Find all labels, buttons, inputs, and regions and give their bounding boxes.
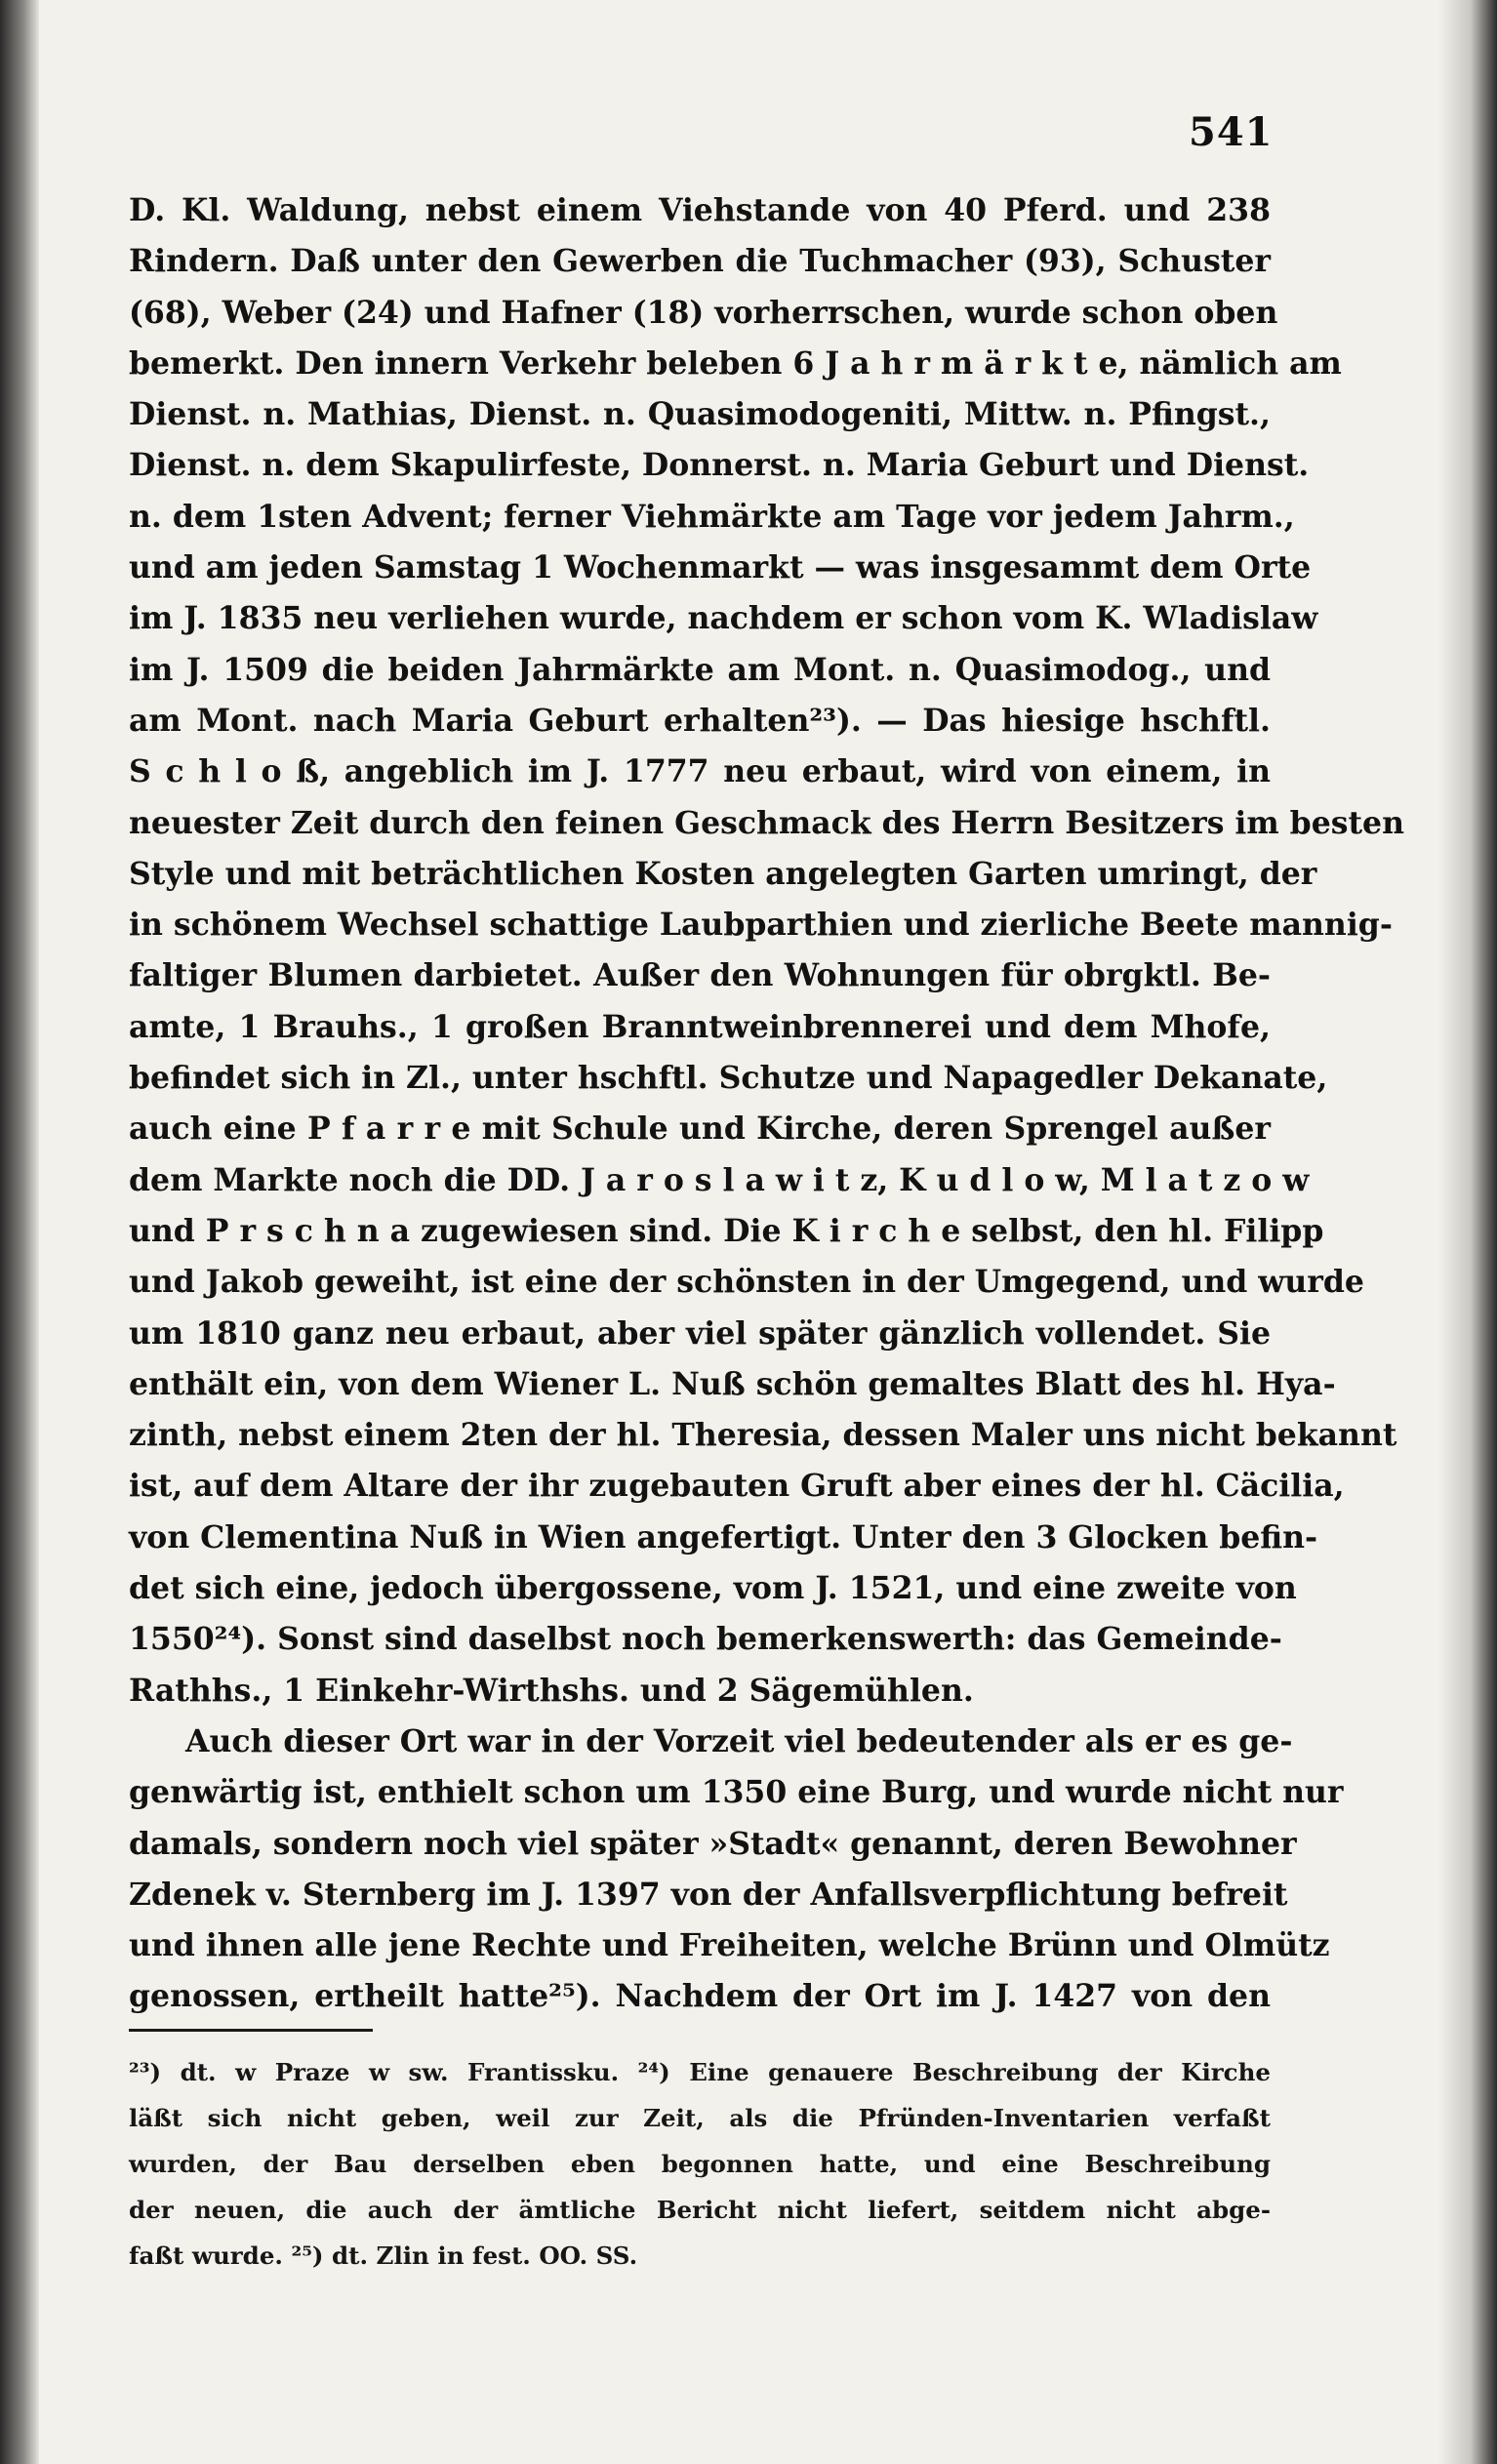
body-line: in schönem Wechsel schattige Laubparthien und zierliche Beete mannig- <box>129 907 1393 944</box>
body-line: damals, sondern noch viel später »Stadt« genannt, deren Bewohner <box>129 1825 1297 1862</box>
body-line: Rindern. Daß unter den Gewerben die Tuchmacher (93), Schuster <box>129 243 1271 280</box>
body-line: im J. 1835 neu verliehen wurde, nachdem er schon vom K. Wladislaw <box>129 600 1318 637</box>
body-line: genossen, ertheilt hatte²⁵). Nachdem der Ort im J. 1427 von den <box>129 1978 1271 2015</box>
body-line: Style und mit beträchtlichen Kosten angelegten Garten umringt, der <box>129 855 1317 892</box>
body-line: D. Kl. Waldung, nebst einem Viehstande von 40 Pferd. und 238 <box>129 192 1271 228</box>
body-line: 1550²⁴). Sonst sind daselbst noch bemerkenswerth: das Gemeinde- <box>129 1621 1282 1658</box>
body-line: det sich eine, jedoch übergossene, vom J. 1521, und eine zweite von <box>129 1570 1297 1607</box>
body-line: S c h l o ß, angeblich im J. 1777 neu erbaut, wird von einem, in <box>129 753 1271 790</box>
page-number: 541 <box>1189 109 1274 155</box>
footnote-rule <box>129 2029 373 2032</box>
body-line: neuester Zeit durch den feinen Geschmack des Herrn Besitzers im besten <box>129 804 1404 841</box>
body-line: Rathhs., 1 Einkehr-Wirthshs. und 2 Sägemühlen. <box>129 1672 974 1709</box>
body-line: zinth, nebst einem 2ten der hl. Theresia, dessen Maler uns nicht bekannt <box>129 1417 1397 1454</box>
body-line: amte, 1 Brauhs., 1 großen Branntweinbrennerei und dem Mhofe, <box>129 1008 1271 1045</box>
body-line: und ihnen alle jene Rechte und Freiheiten, welche Brünn und Olmütz <box>129 1927 1330 1964</box>
body-line: Dienst. n. dem Skapulirfeste, Donnerst. n. Maria Geburt und Dienst. <box>129 447 1310 484</box>
footnote-line: läßt sich nicht geben, weil zur Zeit, als die Pfründen-Inventarien verfaßt <box>129 2104 1271 2132</box>
binding-shadow <box>0 0 39 2464</box>
body-line: n. dem 1sten Advent; ferner Viehmärkte am Tage vor jedem Jahrm., <box>129 498 1295 535</box>
body-line: enthält ein, von dem Wiener L. Nuß schön gemaltes Blatt des hl. Hya- <box>129 1365 1336 1402</box>
body-line: (68), Weber (24) und Hafner (18) vorherrschen, wurde schon oben <box>129 294 1278 331</box>
body-line: genwärtig ist, enthielt schon um 1350 eine Burg, und wurde nicht nur <box>129 1774 1344 1811</box>
body-line: und P r s c h n a zugewiesen sind. Die K i r c h e selbst, den hl. Filipp <box>129 1212 1324 1249</box>
body-line: dem Markte noch die DD. J a r o s l a w i t z, K u d l o w, M l a t z o w <box>129 1161 1310 1198</box>
body-line: im J. 1509 die beiden Jahrmärkte am Mont. n. Quasimodog., und <box>129 651 1271 688</box>
body-line: am Mont. nach Maria Geburt erhalten²³). — Das hiesige hschftl. <box>129 702 1271 739</box>
body-line: von Clementina Nuß in Wien angefertigt. Unter den 3 Glocken befin- <box>129 1518 1318 1555</box>
body-text <box>129 185 1404 2023</box>
body-line: bemerkt. Den innern Verkehr beleben 6 J a h r m ä r k t e, nämlich am <box>129 344 1342 382</box>
footnote-line: der neuen, die auch der ämtliche Bericht nicht liefert, seitdem nicht abge- <box>129 2196 1271 2224</box>
body-line: befindet sich in Zl., unter hschftl. Schutze und Napagedler Dekanate, <box>129 1060 1328 1097</box>
footnote-line: wurden, der Bau derselben eben begonnen hatte, und eine Beschreibung <box>129 2150 1271 2178</box>
body-line: um 1810 ganz neu erbaut, aber viel später gänzlich vollendet. Sie <box>129 1314 1271 1352</box>
body-line: ist, auf dem Altare der ihr zugebauten Gruft aber eines der hl. Cäcilia, <box>129 1468 1345 1505</box>
body-line: Dienst. n. Mathias, Dienst. n. Quasimodogeniti, Mittw. n. Pfingst., <box>129 396 1271 433</box>
footnote-line: faßt wurde. ²⁵) dt. Zlin in fest. OO. SS. <box>129 2242 638 2270</box>
body-line: Zdenek v. Sternberg im J. 1397 von der Anfallsverpflichtung befreit <box>129 1876 1288 1913</box>
body-line: und am jeden Samstag 1 Wochenmarkt — was insgesammt dem Orte <box>129 549 1312 586</box>
body-line: und Jakob geweiht, ist eine der schönsten in der Umgegend, und wurde <box>129 1264 1364 1301</box>
page-edge-shadow <box>1438 0 1497 2464</box>
body-line: Auch dieser Ort war in der Vorzeit viel bedeutender als er es ge- <box>185 1722 1293 1759</box>
footnote-line: ²³) dt. w Praze w sw. Frantissku. ²⁴) Eine genauere Beschreibung der Kirche <box>129 2058 1271 2086</box>
body-line: auch eine P f a r r e mit Schule und Kirche, deren Sprengel außer <box>129 1111 1271 1148</box>
footnotes <box>129 2049 1271 2279</box>
body-line: faltiger Blumen darbietet. Außer den Wohnungen für obrgktl. Be- <box>129 957 1271 994</box>
